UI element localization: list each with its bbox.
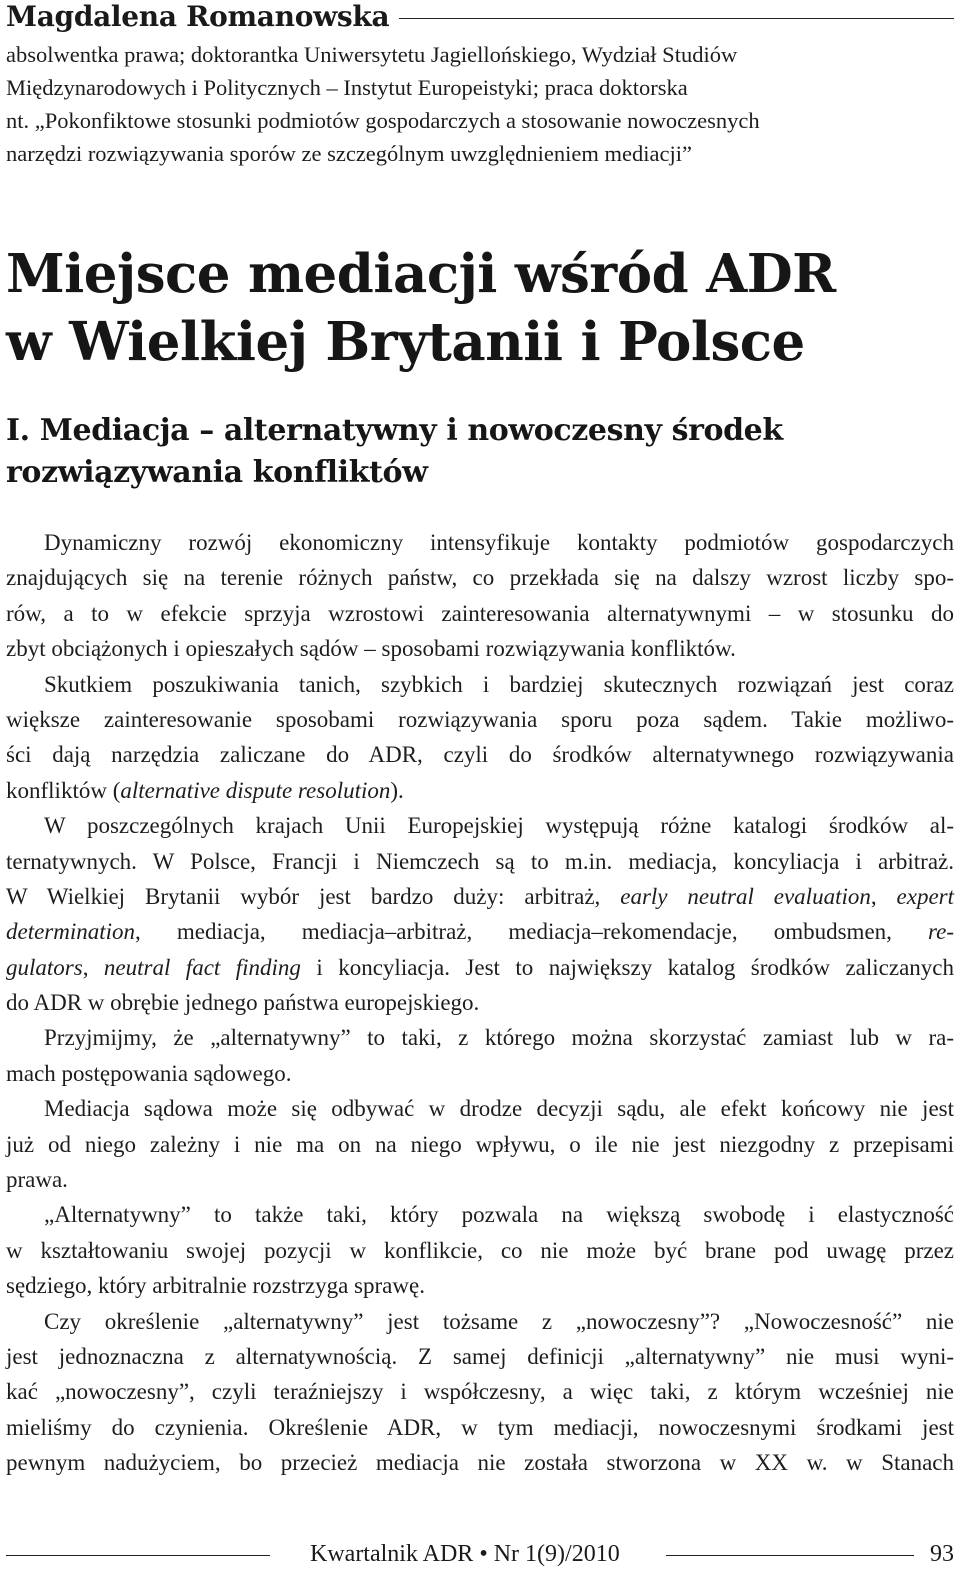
body-line [6, 879, 954, 914]
body-line: W poszczególnych krajach Unii Europejskiej występują różne katalogi środków al- [44, 813, 954, 839]
body-line: większe zainteresowanie sposobami rozwiązywania sporu poza sądem. Takie możliwo- [6, 706, 954, 732]
body-text-run: ). [390, 777, 404, 803]
italic-term: early neutral evaluation [620, 883, 871, 909]
body-line: sędziego, który arbitralnie rozstrzyga sprawę. [6, 1273, 425, 1299]
body-line: zbyt obciążonych i opieszałych sądów – sposobami rozwiązywania konfliktów. [6, 636, 736, 662]
italic-term: neutral fact finding [103, 954, 301, 980]
body-line: już od niego zależny i nie ma on na niego wpływu, o ile nie jest niezgodny z przepisami [6, 1131, 954, 1157]
body-text-run: W Wielkiej Brytanii wybór jest bardzo duży: arbitraż, [6, 883, 621, 909]
body-line: pewnym nadużyciem, bo przecież mediacja nie została stworzona w XX w. w Stanach [6, 1450, 954, 1476]
body-line: kać „nowoczesny”, czyli teraźniejszy i współczesny, a więc taki, z którym wcześniej nie [6, 1379, 954, 1405]
document-page [6, 0, 954, 1573]
italic-term: re- [928, 919, 954, 945]
body-line [6, 773, 954, 808]
author-bio-line: Międzynarodowych i Politycznych – Instytut Europeistyki; praca doktorska [6, 75, 688, 100]
body-line [6, 950, 954, 985]
body-text [6, 525, 954, 1481]
author-bio-line: narzędzi rozwiązywania sporów ze szczególnym uwzględnieniem mediacji” [6, 141, 692, 166]
body-line: ści dają narzędzia zaliczane do ADR, czyli do środków alternatywnego rozwiązywania [6, 742, 954, 768]
body-line: do ADR w obrębie jednego państwa europejskiego. [6, 990, 480, 1016]
body-line: Dynamiczny rozwój ekonomiczny intensyfikuje kontakty podmiotów gospodarczych [44, 530, 954, 555]
body-line: prawa. [6, 1167, 68, 1193]
body-line: Skutkiem poszukiwania tanich, szybkich i bardziej skutecznych rozwiązań jest coraz [44, 671, 954, 697]
footer-rule-right [666, 1555, 914, 1556]
body-text-run: i koncyliacja. Jest to największy katalog środków zaliczanych [300, 954, 955, 980]
body-line: mach postępowania sądowego. [6, 1060, 292, 1086]
author-header-rule [399, 18, 954, 19]
body-text-run: , [82, 954, 104, 980]
page-number: 93 [930, 1541, 954, 1567]
body-line: mieliśmy do czynienia. Określenie ADR, w tym mediacji, nowoczesnymi środkami jest [6, 1414, 954, 1440]
author-name: Magdalena Romanowska [6, 0, 390, 33]
italic-term: determination [6, 919, 136, 945]
body-line: Mediacja sądowa może się odbywać w drodze decyzji sądu, ale efekt końcowy nie jest [44, 1096, 954, 1122]
author-bio-line: nt. „Pokonfiktowe stosunki podmiotów gospodarczych a stosowanie nowoczesnych [6, 108, 760, 133]
italic-term: gulators [6, 954, 83, 980]
author-bio [6, 38, 954, 170]
section-heading-line: rozwiązywania konfliktów [6, 455, 428, 490]
footer-rule-left [6, 1555, 270, 1556]
body-line [6, 914, 954, 949]
author-header [6, 0, 954, 34]
body-line: w kształtowaniu swojej pozycji w konflikcie, co nie może być brane pod uwagę przez [6, 1237, 954, 1263]
body-line: znajdujących się na terenie różnych państw, co przekłada się na dalszy wzrost liczby spo- [6, 565, 954, 591]
italic-term: alternative dispute resolution [120, 777, 391, 803]
italic-term: expert [896, 883, 954, 909]
body-line: ternatywnych. W Polsce, Francji i Niemczech są to m.in. mediacja, koncyliacja i arbitraż. [6, 848, 954, 874]
page-footer [6, 1533, 954, 1573]
body-line: rów, a to w efekcie sprzyja wzrostowi zainteresowania alternatywnymi – w stosunku do [6, 600, 954, 626]
body-text-run: , [870, 883, 897, 909]
body-text-run: konfliktów ( [6, 777, 121, 803]
body-line: Czy określenie „alternatywny” jest tożsame z „nowoczesny”? „Nowoczesność” nie [44, 1308, 954, 1334]
article-title-line: w Wielkiej Brytanii i Polsce [6, 311, 805, 373]
body-text-run: , mediacja, mediacja–arbitraż, mediacja–rekomendacje, ombudsmen, [135, 919, 929, 945]
section-heading [6, 410, 954, 494]
article-title-line: Miejsce mediacji wśród ADR [6, 243, 836, 305]
author-bio-line: absolwentka prawa; doktorantka Uniwersytetu Jagiellońskiego, Wydział Studiów [6, 42, 738, 67]
article-title [6, 240, 954, 376]
body-line: jest jednoznaczna z alternatywnością. Z samej definicji „alternatywny” nie musi wyni- [6, 1343, 954, 1369]
section-heading-line: I. Mediacja – alternatywny i nowoczesny środek [6, 413, 783, 448]
journal-name: Kwartalnik ADR • Nr 1(9)/2010 [310, 1541, 620, 1567]
body-line: Przyjmijmy, że „alternatywny” to taki, z którego można skorzystać zamiast lub w ra- [44, 1025, 954, 1051]
body-line: „Alternatywny” to także taki, który pozwala na większą swobodę i elastyczność [44, 1202, 954, 1228]
